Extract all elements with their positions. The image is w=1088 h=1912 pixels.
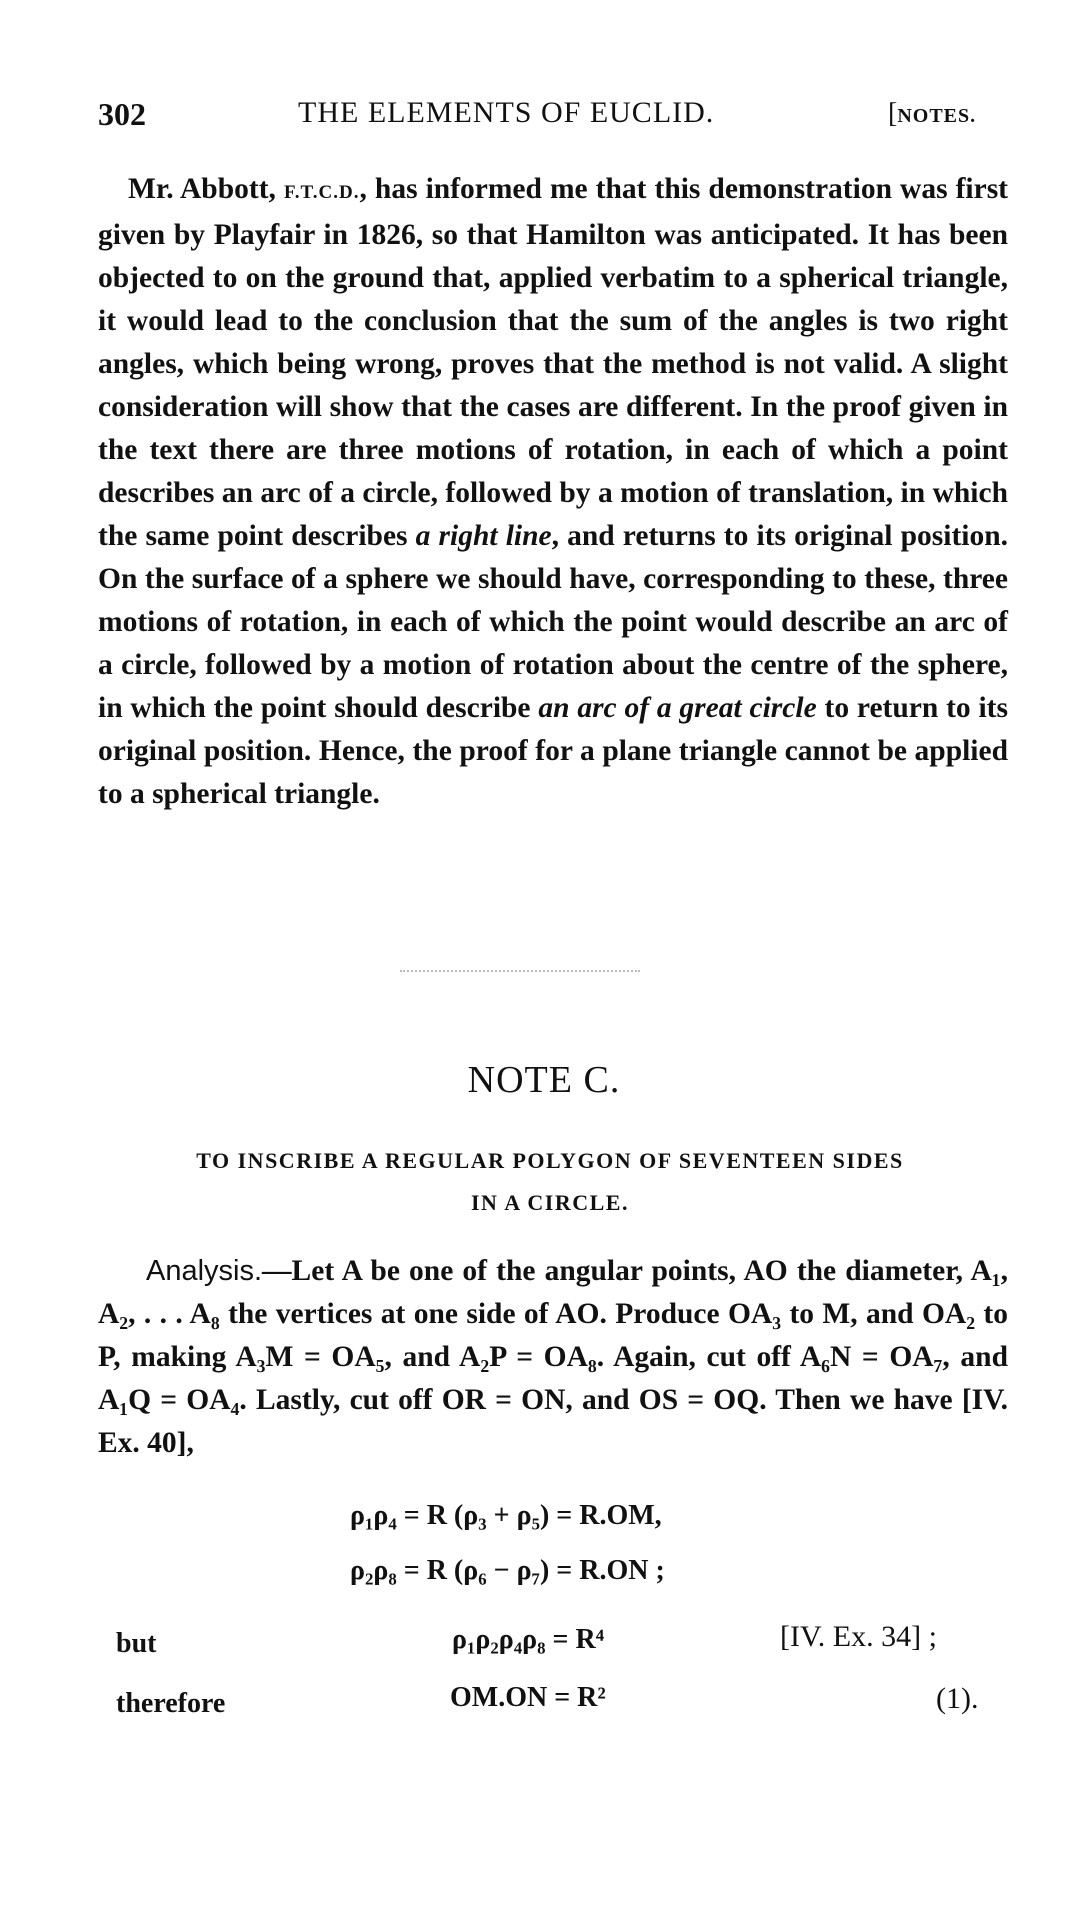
page-number: 302	[98, 96, 146, 132]
equation-3-reference: [IV. Ex. 34] ;	[780, 1620, 937, 1653]
emphasis-right-line: a right line	[415, 520, 552, 552]
equation-4: OM.ON = R²	[450, 1682, 606, 1713]
equation-2: ρ₂ρ₈ = R (ρ₆ − ρ₇) = R.ON ;	[350, 1555, 665, 1586]
running-title: THE ELEMENTS OF EUCLID.	[298, 96, 715, 129]
section-mark	[888, 98, 976, 130]
section-divider	[400, 970, 640, 972]
equation-4-label: therefore	[116, 1688, 226, 1719]
emphasis-great-circle: an arc of a great circle	[538, 692, 817, 724]
analysis-lead: Analysis.	[146, 1255, 263, 1287]
analysis-text: —Let A be one of the angular points, AO the diameter, A₁, A₂, . . . A₈ the vertices at one side of AO. Produce OA₃ to M, and OA₂ to P, making A₃M = OA₅, and A₂P = OA₈. Again, cut off A₆N = OA₇, and A₁Q = OA₄. Lastly, cut off OR = ON, and OS = OQ. Then we have [IV. Ex. 40],	[98, 1255, 1008, 1459]
playfair-paragraph	[98, 168, 1008, 816]
para1-segment-1: , has informed me that this demonstration was first given by Playfair in 1826, so that Hamilton was anticipated. It has been objected to on the ground that, applied verbatim to a spherical triangle, it would lead to the conclusion that the sum of the angles is two right angles, which being wrong, proves that the method is not valid. A slight consideration will show that the cases are different. In the proof given in the text there are three motions of rotation, in each of which a point describes an arc of a circle, followed by a motion of translation, in which the same point describes	[98, 173, 1008, 552]
page-header	[98, 96, 1008, 136]
subheading-line-1: TO INSCRIBE A REGULAR POLYGON OF SEVENTEEN SIDES	[196, 1148, 904, 1173]
para1-segment-2: , and returns to its original position. On the surface of a sphere we should have, corresponding to these, three motions of rotation, in each of which the point would describe an arc of a circle, followed by a motion of rotation about the centre of the sphere, in which the point should describe	[98, 520, 1008, 724]
equation-3: ρ₁ρ₂ρ₄ρ₈ = R⁴	[452, 1624, 605, 1655]
section-bracket: [	[888, 98, 898, 129]
subheading-line-2: IN A CIRCLE.	[471, 1190, 629, 1215]
equation-4-number: (1).	[936, 1682, 979, 1715]
para1-prefix: Mr. Abbott,	[128, 173, 284, 205]
para1-segment-3: to return to its original position. Hence, the proof for a plane triangle cannot be applied to a spherical triangle.	[98, 692, 1008, 810]
credential-abbrev: F.T.C.D.	[283, 182, 360, 203]
note-heading: NOTE C.	[467, 1059, 621, 1101]
equation-3-label: but	[116, 1628, 157, 1659]
section-label: NOTES.	[897, 105, 977, 127]
analysis-paragraph	[98, 1250, 1008, 1465]
equation-1: ρ₁ρ₄ = R (ρ₃ + ρ₅) = R.OM,	[350, 1500, 662, 1531]
note-subheading	[110, 1140, 990, 1224]
